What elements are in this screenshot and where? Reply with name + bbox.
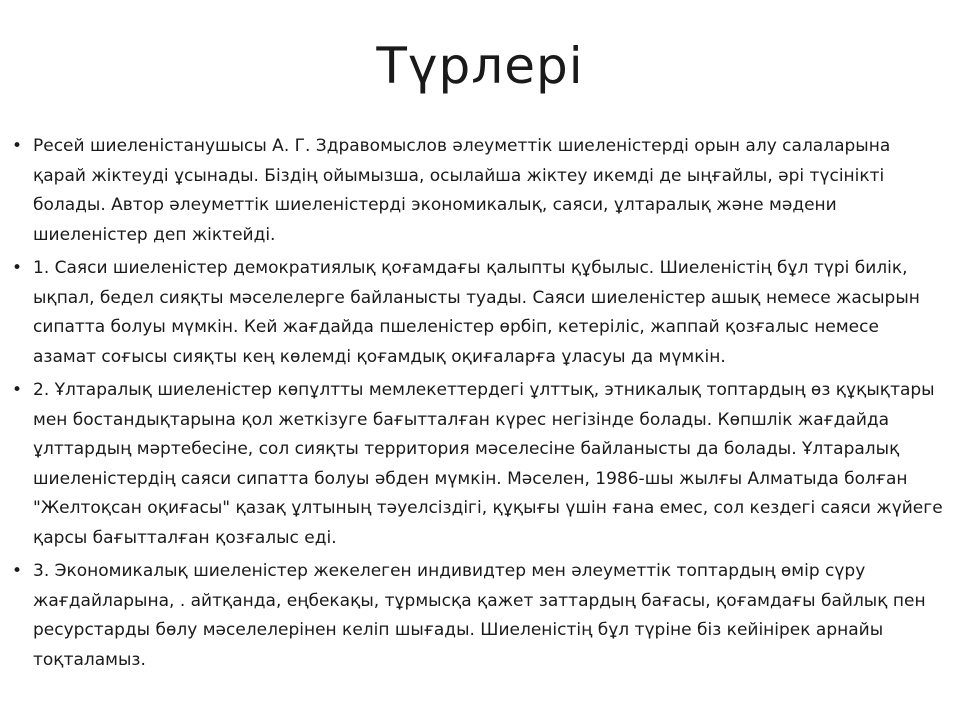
bullet-dot-icon: • — [12, 136, 23, 156]
bullet-text: Ресей шиеленістанушысы А. Г. Здравомыслов әлеуметтік шиеленістерді орын алу салаларына қарай жіктеуді ұсынады. Біздің ойымызша, осылайша жіктеу икемді де ыңғайлы, әрі түсінікті болады. Автор әлеуметтік шиеленістерді экономикалық, саяси, ұлтаралық және мәдени шиеленістер деп жіктейді. — [33, 136, 891, 245]
bullet-list — [12, 132, 946, 679]
bullet-item — [12, 557, 946, 675]
bullet-text: 2. Ұлтаралық шиеленістер көпұлтты мемлекеттердегі ұлттық, этникалық топтардың өз құқықтары мен бостандықтарына қол жеткізуге бағытталған күрес негізінде болады. Көпшлік жағдайда ұлттардың мәртебесіне, сол сияқты территория мәселесіне байланысты да болады. Ұлтаралық шиеленістердің саяси сипатта болуы әбден мүмкін. Мәселен, 1986-шы жылғы Алматыда болған "Желтоқсан оқиғасы" қазақ ұлтының тәуелсіздігі, құқығы үшін ғана емес, сол кездегі саяси жүйеге қарсы бағытталған қозғалыс еді. — [33, 380, 943, 548]
bullet-dot-icon: • — [12, 380, 23, 400]
bullet-item — [12, 254, 946, 372]
bullet-text: 1. Саяси шиеленістер демократиялық қоғамдағы қалыпты құбылыс. Шиеленістің бұл түрі билік, ықпал, бедел сияқты мәселелерге байланысты туады. Саяси шиеленістер ашық немесе жасырын сипатта болуы мүмкін. Кей жағдайда пшеленістер өрбіп, кетеріліс, жаппай қозғалыс немесе азамат соғысы сияқты кең көлемді қоғамдық оқиғаларға ұласуы да мүмкін. — [33, 258, 920, 367]
bullet-item — [12, 132, 946, 250]
bullet-item — [12, 376, 946, 553]
bullet-text: 3. Экономикалық шиеленістер жекелеген индивидтер мен әлеуметтік топтардың өмір сүру жағдайларына, . айтқанда, еңбекақы, тұрмысқа қажет заттардың бағасы, қоғамдағы байлық пен ресурстарды бөлу мәселелерінен келіп шығады. Шиеленістің бұл түріне біз кейінірек арнайы тоқталамыз. — [33, 561, 926, 670]
bullet-dot-icon: • — [12, 258, 23, 278]
slide-title: Түрлері — [376, 37, 584, 95]
bullet-dot-icon: • — [12, 561, 23, 581]
